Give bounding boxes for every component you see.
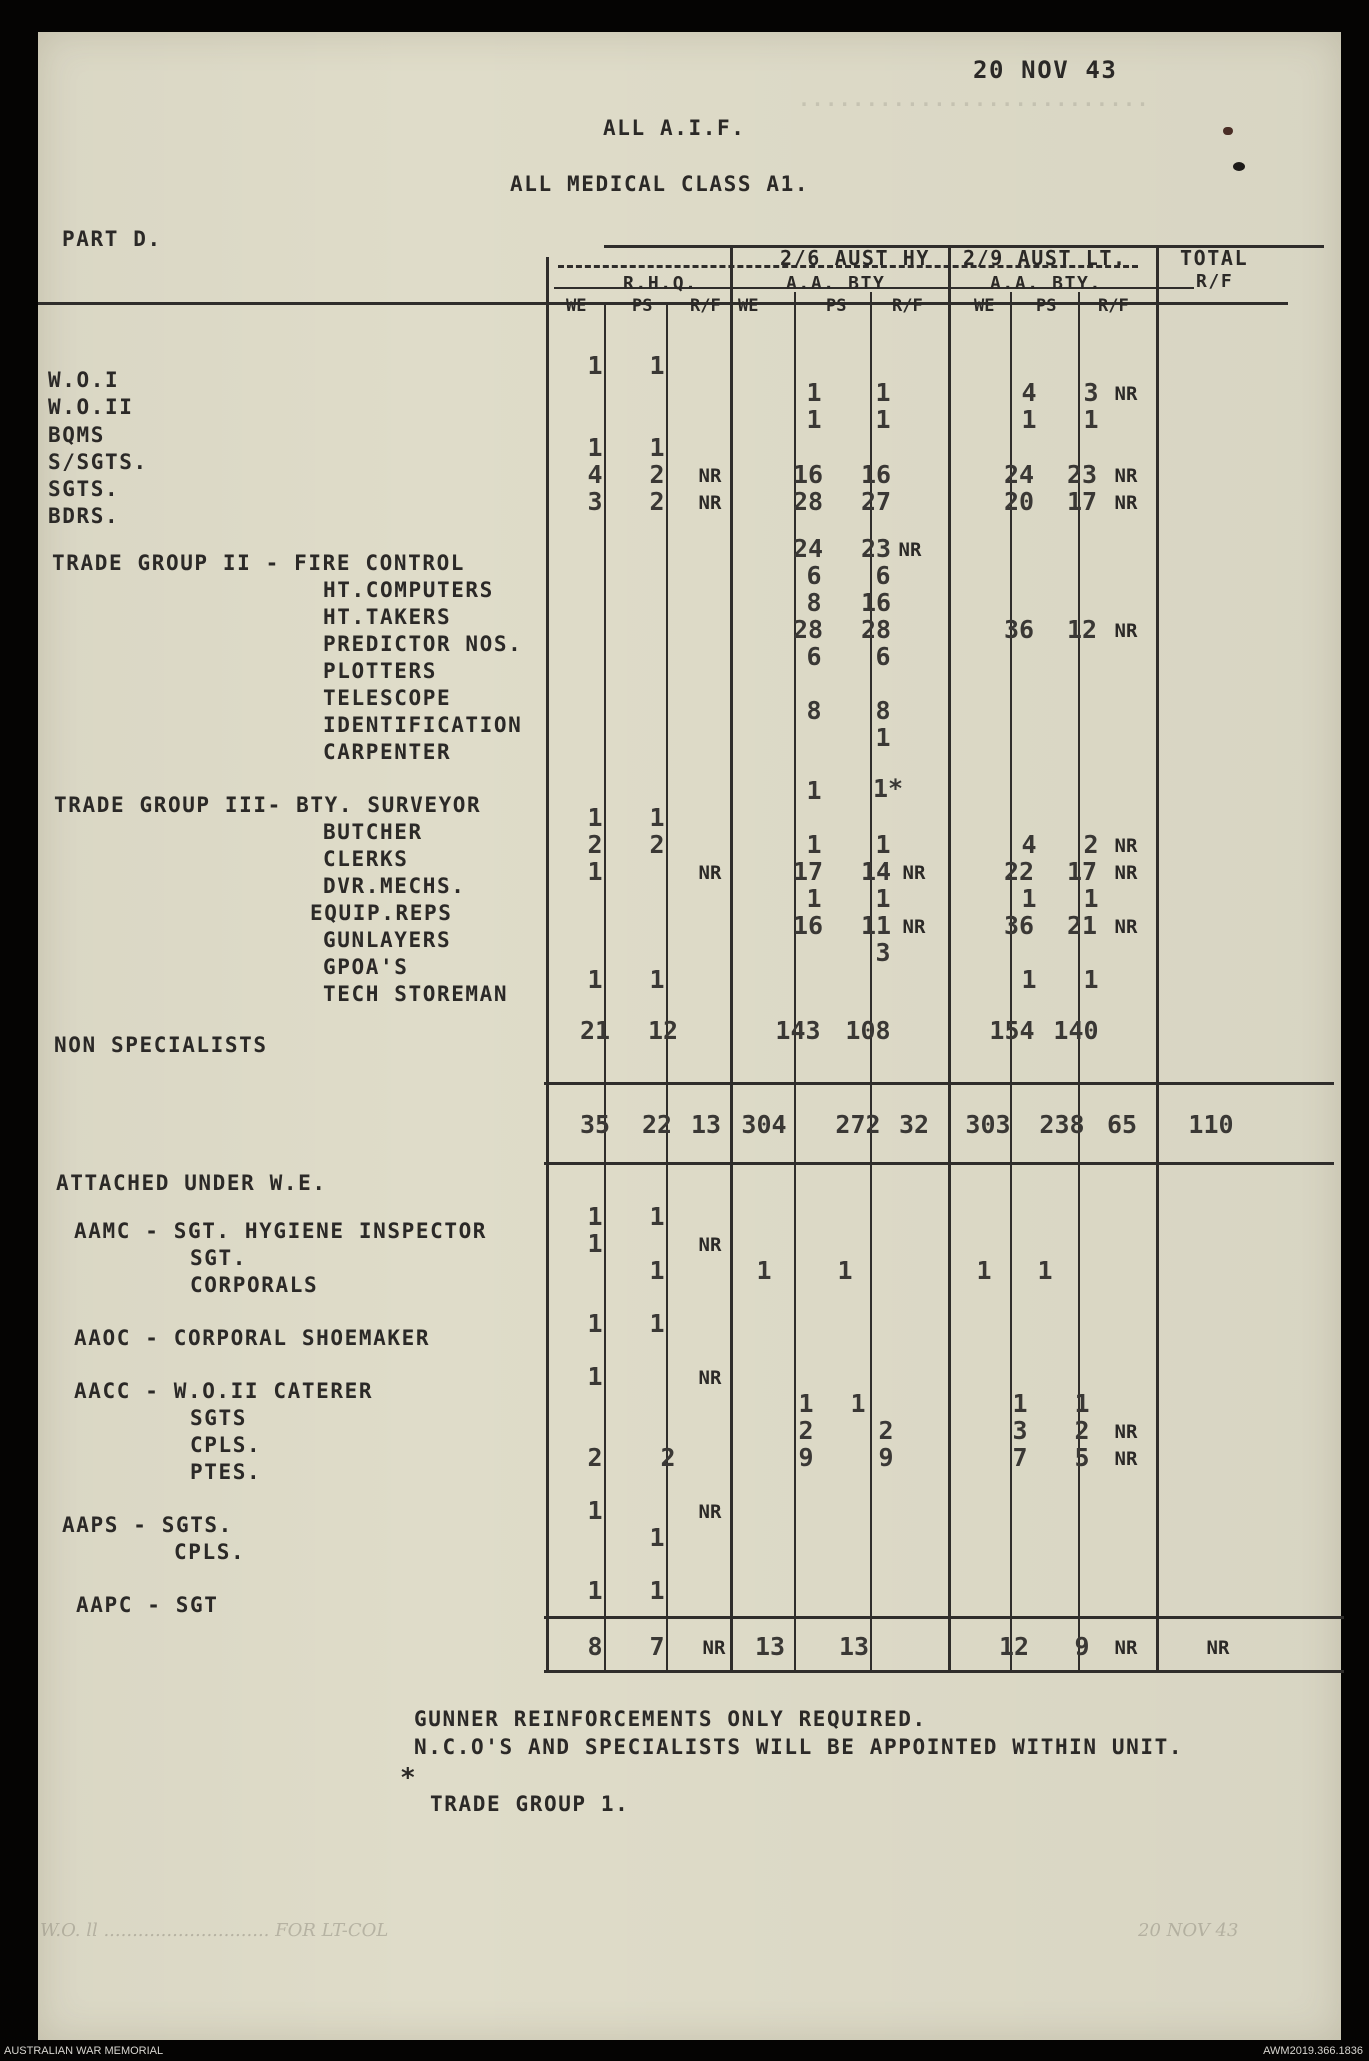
table-cell: 1: [806, 378, 822, 407]
table-cell: 1: [587, 1496, 603, 1525]
asterisk-mark: *: [400, 1763, 418, 1793]
column-rule: [546, 257, 549, 1672]
row-label: W.O.II: [48, 395, 134, 419]
total-cell: NR: [1114, 1637, 1138, 1659]
table-cell: NR: [1114, 492, 1138, 514]
total-cell: 9: [1074, 1632, 1090, 1661]
ink-mark: [1233, 162, 1245, 171]
row-label: PREDICTOR NOS.: [323, 632, 523, 656]
table-cell: 1: [1021, 884, 1037, 913]
table-cell: 3: [1083, 378, 1099, 407]
table-cell: 11: [860, 911, 892, 940]
total-cell: 12: [998, 1632, 1030, 1661]
table-cell: NR: [1114, 383, 1138, 405]
table-cell: 27: [860, 487, 892, 516]
table-cell: 1: [976, 1256, 992, 1285]
footer-credit: AUSTRALIAN WAR MEMORIAL: [4, 2045, 164, 2057]
table-cell: 3: [1012, 1416, 1028, 1445]
table-cell: 1: [587, 803, 603, 832]
bleed-through-text: W.O. ll ............................. FOR LT-COL: [40, 1920, 389, 1941]
table-cell: 1: [587, 433, 603, 462]
row-label: GUNLAYERS: [323, 928, 452, 952]
footnote-line: N.C.O'S AND SPECIALISTS WILL BE APPOINTED WITHIN UNIT.: [414, 1735, 1184, 1759]
bleed-through-text: 20 NOV 43: [1138, 1920, 1239, 1941]
table-cell: 1: [649, 1523, 665, 1552]
table-cell: 1: [649, 1309, 665, 1338]
row-label: BQMS: [48, 423, 105, 447]
table-cell: NR: [902, 862, 926, 884]
section-aaps: AAPS - SGTS.: [62, 1513, 233, 1537]
total-cell: 238: [1039, 1110, 1085, 1139]
table-cell: 1: [875, 723, 891, 752]
table-cell: NR: [898, 539, 922, 561]
section-non-specialists: NON SPECIALISTS: [54, 1033, 268, 1057]
row-label: TECH STOREMAN: [323, 982, 509, 1006]
table-cell: 1: [649, 803, 665, 832]
table-cell: NR: [698, 492, 722, 514]
table-cell: 23: [860, 534, 892, 563]
table-cell: 17: [792, 857, 824, 886]
document-subtitle: ALL MEDICAL CLASS A1.: [510, 172, 810, 196]
table-cell: 1: [875, 378, 891, 407]
table-cell: NR: [1114, 620, 1138, 642]
total-cell: 303: [965, 1110, 1011, 1139]
row-label: GPOA'S: [323, 955, 409, 979]
table-cell: 1: [798, 1389, 814, 1418]
table-cell: 2: [649, 460, 665, 489]
table-cell: NR: [698, 1234, 722, 1256]
table-cell: 8: [875, 696, 891, 725]
column-header: WE: [974, 296, 995, 316]
table-cell: 4: [1021, 378, 1037, 407]
group-header-2-9: 2/9 AUST LT.: [963, 246, 1127, 270]
table-cell: 5: [1074, 1443, 1090, 1472]
total-cell: NR: [702, 1637, 726, 1659]
row-label: DVR.MECHS.: [323, 874, 466, 898]
table-cell: NR: [1114, 1421, 1138, 1443]
total-cell: 304: [741, 1110, 787, 1139]
table-cell: 6: [806, 642, 822, 671]
table-cell: 2: [649, 830, 665, 859]
total-cell: 13: [690, 1110, 722, 1139]
column-header: R/F: [892, 296, 923, 316]
table-cell: 1: [649, 433, 665, 462]
row-label: CPLS.: [190, 1433, 262, 1457]
table-cell: 2: [587, 830, 603, 859]
table-cell: 23: [1066, 460, 1098, 489]
column-header: WE: [738, 296, 759, 316]
group-header-total: TOTAL: [1180, 246, 1249, 270]
table-cell: 1: [649, 1576, 665, 1605]
footnote-line: TRADE GROUP 1.: [430, 1792, 630, 1816]
row-label: TELESCOPE: [323, 686, 452, 710]
table-rule: [544, 1616, 1344, 1619]
table-cell: 1: [806, 830, 822, 859]
table-cell: 6: [806, 561, 822, 590]
row-label: BDRS.: [48, 504, 120, 528]
document-page: [38, 32, 1341, 2040]
table-cell: 16: [860, 460, 892, 489]
table-cell: 16: [860, 588, 892, 617]
table-cell: 2: [878, 1416, 894, 1445]
table-cell: 4: [587, 460, 603, 489]
table-cell: 1: [1037, 1256, 1053, 1285]
column-header: PS: [632, 296, 653, 316]
total-cell: 8: [587, 1632, 603, 1661]
table-cell: 1: [1021, 405, 1037, 434]
table-cell: NR: [698, 1501, 722, 1523]
table-cell: 1: [875, 884, 891, 913]
table-cell: 2: [1083, 830, 1099, 859]
table-cell: 1: [587, 1362, 603, 1391]
table-cell: 1: [837, 1256, 853, 1285]
row-label: HT.COMPUTERS: [323, 578, 494, 602]
row-label: PLOTTERS: [323, 659, 437, 683]
section-trade-group-2: TRADE GROUP II - FIRE CONTROL: [52, 551, 466, 575]
row-label: CARPENTER: [323, 740, 452, 764]
table-cell: 28: [860, 615, 892, 644]
table-cell: 1: [875, 830, 891, 859]
row-label: IDENTIFICATION: [323, 713, 523, 737]
table-cell: 1: [649, 965, 665, 994]
group-header-2-9-sub: A.A. BTY.: [990, 273, 1102, 294]
part-label: PART D.: [62, 227, 162, 251]
group-header-2-6-sub: A.A. BTY: [786, 273, 886, 294]
table-cell: 4: [1021, 830, 1037, 859]
table-rule: [544, 1162, 1334, 1165]
table-cell: 2: [1074, 1416, 1090, 1445]
section-aapc: AAPC - SGT: [76, 1593, 219, 1617]
table-cell: 36: [1003, 615, 1035, 644]
table-cell: 1: [587, 1309, 603, 1338]
row-label: CPLS.: [174, 1540, 246, 1564]
table-cell: 143: [775, 1016, 821, 1045]
table-cell: 20: [1003, 487, 1035, 516]
table-cell: 1: [1083, 405, 1099, 434]
row-label: EQUIP.REPS: [310, 901, 453, 925]
total-cell: NR: [1206, 1637, 1230, 1659]
table-cell: 1: [587, 351, 603, 380]
section-attached: ATTACHED UNDER W.E.: [56, 1171, 327, 1195]
column-header: WE: [566, 296, 587, 316]
table-cell: 12: [1066, 615, 1098, 644]
row-label: SGTS: [190, 1406, 247, 1430]
section-aacc: AACC - W.O.II CATERER: [74, 1379, 374, 1403]
group-header-rhq: R.H.Q.: [623, 273, 698, 294]
table-cell: 16: [792, 460, 824, 489]
table-cell: 2: [587, 1443, 603, 1472]
table-cell: 21: [1066, 911, 1098, 940]
table-cell: NR: [1114, 835, 1138, 857]
document-date: 20 NOV 43: [973, 56, 1118, 84]
row-label: S/SGTS.: [48, 450, 148, 474]
section-trade-group-3: TRADE GROUP III- BTY. SURVEYOR: [54, 793, 482, 817]
table-rule: [544, 1082, 1334, 1085]
table-cell: 3: [875, 938, 891, 967]
table-cell: NR: [902, 916, 926, 938]
table-cell: NR: [698, 1367, 722, 1389]
table-cell: 1: [587, 1576, 603, 1605]
table-cell: 1: [587, 1229, 603, 1258]
table-cell: 28: [792, 615, 824, 644]
table-cell: 2: [798, 1416, 814, 1445]
table-cell: 1: [875, 405, 891, 434]
footnote-line: GUNNER REINFORCEMENTS ONLY REQUIRED.: [414, 1707, 927, 1731]
table-cell: 1*: [872, 774, 904, 803]
total-cell: 35: [579, 1110, 611, 1139]
table-cell: 140: [1053, 1016, 1099, 1045]
total-cell: 32: [898, 1110, 930, 1139]
table-cell: NR: [1114, 916, 1138, 938]
table-cell: 12: [647, 1016, 679, 1045]
total-cell: 13: [838, 1632, 870, 1661]
table-cell: NR: [1114, 465, 1138, 487]
table-cell: 1: [1083, 884, 1099, 913]
table-cell: 14: [860, 857, 892, 886]
table-cell: 1: [649, 1202, 665, 1231]
table-cell: 24: [1003, 460, 1035, 489]
table-cell: 9: [798, 1443, 814, 1472]
table-cell: 28: [792, 487, 824, 516]
table-cell: 1: [1012, 1389, 1028, 1418]
column-header: R/F: [690, 296, 721, 316]
table-cell: 22: [1003, 857, 1035, 886]
table-cell: 1: [649, 351, 665, 380]
table-cell: 1: [806, 405, 822, 434]
total-cell: 110: [1188, 1110, 1234, 1139]
table-cell: 6: [875, 642, 891, 671]
total-cell: 65: [1106, 1110, 1138, 1139]
table-cell: 8: [806, 696, 822, 725]
table-cell: 1: [1021, 965, 1037, 994]
table-cell: 9: [878, 1443, 894, 1472]
table-rule: [544, 1670, 1344, 1673]
table-cell: 17: [1066, 857, 1098, 886]
row-label: CLERKS: [323, 847, 409, 871]
section-aamc: AAMC - SGT. HYGIENE INSPECTOR: [74, 1219, 488, 1243]
column-rule: [948, 245, 951, 1672]
group-header-2-6: 2/6 AUST HY: [780, 246, 931, 270]
total-cell: 13: [754, 1632, 786, 1661]
ink-mark: [1223, 127, 1233, 135]
column-rule: [730, 245, 733, 1672]
table-cell: 2: [660, 1443, 676, 1472]
row-label: CORPORALS: [190, 1273, 319, 1297]
footer-accession: AWM2019.366.1836: [1263, 2045, 1363, 2057]
table-cell: 6: [875, 561, 891, 590]
document-title: ALL A.I.F.: [603, 116, 746, 140]
table-cell: 1: [587, 857, 603, 886]
table-cell: 3: [587, 487, 603, 516]
column-header: R/F: [1098, 296, 1129, 316]
table-cell: 108: [845, 1016, 891, 1045]
table-cell: 1: [1074, 1389, 1090, 1418]
table-cell: NR: [1114, 862, 1138, 884]
total-cell: 272: [835, 1110, 881, 1139]
row-label: SGT.: [190, 1246, 247, 1270]
table-cell: 17: [1066, 487, 1098, 516]
table-cell: 1: [587, 1202, 603, 1231]
group-header-total-rf: R/F: [1196, 271, 1234, 292]
row-label: PTES.: [190, 1460, 262, 1484]
table-cell: 36: [1003, 911, 1035, 940]
row-label: SGTS.: [48, 477, 120, 501]
table-cell: 1: [587, 965, 603, 994]
total-cell: 22: [641, 1110, 673, 1139]
column-rule: [1156, 245, 1159, 1672]
section-aaoc: AAOC - CORPORAL SHOEMAKER: [74, 1326, 431, 1350]
table-cell: NR: [698, 862, 722, 884]
table-cell: 1: [850, 1389, 866, 1418]
table-cell: 21: [579, 1016, 611, 1045]
table-cell: 1: [649, 1256, 665, 1285]
table-cell: 1: [806, 884, 822, 913]
table-cell: 1: [756, 1256, 772, 1285]
table-cell: NR: [698, 465, 722, 487]
table-cell: 1: [806, 776, 822, 805]
table-cell: 16: [792, 911, 824, 940]
column-header: PS: [826, 296, 847, 316]
row-label: HT.TAKERS: [323, 605, 452, 629]
row-label: BUTCHER: [323, 820, 423, 844]
table-cell: NR: [1114, 1448, 1138, 1470]
table-cell: 154: [989, 1016, 1035, 1045]
bleed-through-text: ..........................: [798, 87, 1151, 111]
table-cell: 24: [792, 534, 824, 563]
total-cell: 7: [649, 1632, 665, 1661]
table-cell: 8: [806, 588, 822, 617]
table-cell: 7: [1012, 1443, 1028, 1472]
row-label: W.O.I: [48, 368, 120, 392]
column-header: PS: [1036, 296, 1057, 316]
table-cell: 1: [1083, 965, 1099, 994]
table-cell: 2: [649, 487, 665, 516]
